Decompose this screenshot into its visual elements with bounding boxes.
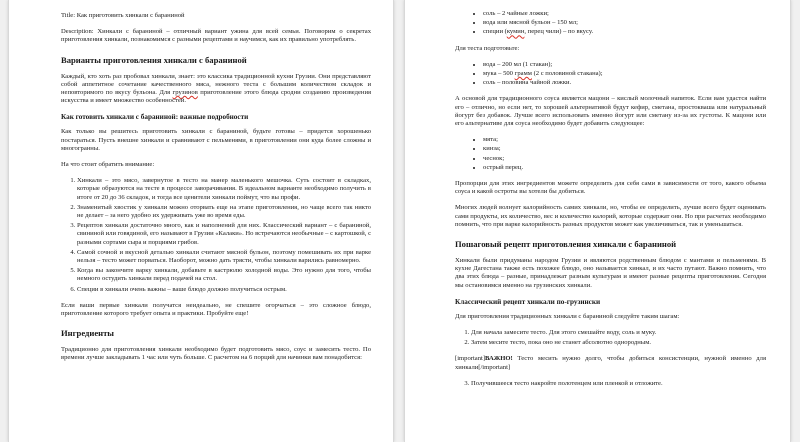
spellcheck-word[interactable]: грамм bbox=[514, 70, 532, 78]
list-item: • кинза; bbox=[483, 145, 766, 153]
steps-list-continued bbox=[455, 380, 766, 388]
meta-description: Description: Хинкали с бараниной – отличный вариант ужина для всей семьи. Поговорим о секретах приготовления хинкали, познакомимся с разными рецептами и научимся, как их правильно употреблять. bbox=[61, 28, 371, 44]
paragraph-calories: Многих людей волнует калорийность самих хинкали, но, чтобы ее определить, лучше всего будет оценивать сами продукты, их количество, вес и количество калорий, которые содержат они. Но при расчетах необходимо помнить, что при варке калорийность разных продуктов может как увеличиваться, так и уменьшаться. bbox=[455, 204, 766, 228]
list-item: 3. Рецептов хинкали достаточно много, как и наполнений для них. Классический вариант – с бараниной, свининой или говядиной, его называют в Грузии «Калаки». Но встречаются необычные – с картошкой, с разными сортами сыра и порциями грибов. bbox=[77, 222, 371, 247]
heading-how-to-cook: Как готовить хинкали с бараниной: важные подробности bbox=[61, 113, 249, 122]
list-item: 2. Знаменитый хвостик у хинкали можно оторвать еще на этапе приготовления, но чаще всего так никто не делает – за него удобно их удерживать уже во время еды. bbox=[77, 204, 371, 220]
filling-list bbox=[455, 10, 766, 37]
heading-classic-recipe: Классический рецепт хинкали по-грузински bbox=[455, 297, 601, 306]
paragraph-classic: Для приготовления традиционных хинкали с бараниной следуйте таким шагам: bbox=[455, 312, 680, 320]
list-item: • мята; bbox=[483, 136, 766, 144]
list-item: 1. Для начала замесите тесто. Для этого смешайте воду, соль и муку. bbox=[471, 329, 766, 337]
list-item: 4. Самой сочной и вкусной деталью хинкали считают мясной бульон, поэтому помешивать их при варке нельзя – тесто может порваться. Наоборот, можно дать трясти, чтобы хинкали варились равномерно. bbox=[77, 249, 371, 265]
paragraph-dough: Для теста подготовьте: bbox=[455, 44, 520, 52]
paragraph-sauce: А основой для традиционного соуса является мацони – кислый молочный напиток. Если вам удастся найти его – отлично, но если нет, то хорошей альтернативой будут кефир, сметана, простокваша или натуральный йогурт без добавок. Лучше всего использовать именно йогурт или сметану из-за их густоты. К мацони или его альтернативе для соуса необходимо будет добавить следующее: bbox=[455, 95, 766, 128]
tips-list bbox=[61, 177, 371, 294]
list-item: • острый перец. bbox=[483, 164, 766, 172]
list-item: 1. Хинкали – это мясо, завернутое в тесто на манер маленького мешочка. Суть состоит в складках, которые образуются на тесте в процессе заворачивания. В идеальном варианте необходимо получить в итоге от 20 до 36 складок, и тогда все ценители хинкали поймут, что вы профи. bbox=[77, 177, 371, 202]
document-page-left bbox=[8, 0, 394, 442]
paragraph-ingredients: Традиционно для приготовления хинкали необходимо будет подготовить мясо, соус и замесить тесто. По времени лучше закладывать 1 час или чуть больше. С расчетом на 6 порций для начинки вам понадобится: bbox=[61, 346, 371, 362]
paragraph-attention: На что стоит обратить внимание: bbox=[61, 161, 155, 169]
text-run: (2 с половиной стакана); bbox=[531, 70, 603, 78]
list-item: • соль – половина чайной ложки. bbox=[483, 79, 766, 87]
list-item bbox=[483, 70, 766, 78]
list-item bbox=[483, 28, 766, 36]
list-item: 6. Специи в хинкали очень важны – ваше блюдо должно получиться острым. bbox=[77, 286, 371, 294]
page-right-content bbox=[455, 8, 766, 396]
heading-ingredients: Ингредиенты bbox=[61, 328, 115, 339]
paragraph-first-try: Если ваши первые хинкали получатся неидеально, не спешите огорчаться – это сложное блюдо, приготовление которого требует опыта и практики. Пробуйте еще! bbox=[61, 301, 371, 318]
paragraph-proportions: Пропорции для этих ингредиентов можете определить для себя сами в зависимости от того, какого объема соуса и какой остроты вы хотели бы добиться. bbox=[455, 180, 766, 196]
list-item: • вода – 200 мл (1 стакан); bbox=[483, 61, 766, 69]
list-item: 5. Когда вы закончите варку хинкали, добавьте в кастрюлю холодной воды. Это нужно для того, чтобы немного остудить хинкали перед подачей на стол. bbox=[77, 267, 371, 283]
text-run: приготовление этого блюда сродни созданию произведения искусства и имеет множество особенностей. bbox=[61, 89, 372, 105]
text-run: Каждый, кто хоть раз пробовал хинкали, знает: это классика традиционной кухни Грузии. Они представляют собой аппетитное сочетание качественного мяса, нежного теста с большим количеством складок и неповторимого по вкусу бульона. Для bbox=[61, 72, 371, 97]
heading-variants: Варианты приготовления хинкали с бараниной bbox=[61, 54, 247, 65]
sauce-list bbox=[455, 136, 766, 172]
steps-list bbox=[455, 329, 766, 347]
dough-list bbox=[455, 61, 766, 88]
paragraph-variants bbox=[61, 73, 371, 106]
spellcheck-word[interactable]: грузинов bbox=[172, 89, 198, 97]
text-run: [important] bbox=[455, 355, 486, 363]
text-run: , перец чили) – по вкусу. bbox=[524, 28, 594, 36]
text-run: специи ( bbox=[483, 28, 507, 36]
document-page-right bbox=[404, 0, 791, 442]
important-label: ВАЖНО! bbox=[485, 355, 513, 363]
paragraph-origin: Хинкали были придуманы народом Грузии и являются родственным блюдом с мантами и пельменями. В кухне Дагестана также есть похожее блюдо, оно называется хинкал, и их часто путают. Важно помнить, что два этих блюда – разные, принадлежат разным культурам и имеют разные рецепты приготовления. Сегодня мы остановимся именно на грузинских хинкали. bbox=[455, 257, 766, 289]
page-left-content bbox=[61, 12, 371, 371]
paragraph-important bbox=[455, 355, 766, 371]
text-run: мука – 500 bbox=[483, 70, 515, 78]
list-item: 3. Получившееся тесто накройте полотенцем или пленкой и отложите. bbox=[471, 380, 766, 388]
list-item: • чеснок; bbox=[483, 155, 766, 163]
list-item: • соль – 2 чайные ложки; bbox=[483, 10, 766, 18]
paragraph-how-to-cook: Как только вы решитесь приготовить хинкали с бараниной, будьте готовы – придется хорошенько постараться. Пусть внешне хинкали и сравнивают с пельменями, в приготовлении они куда более сложны и многогранны. bbox=[61, 128, 371, 152]
spellcheck-word[interactable]: кумин bbox=[506, 28, 525, 36]
text-run: Тесто месить нужно долго, чтобы добиться консистенции, нужной именно для хинкали[/important] bbox=[455, 355, 766, 371]
meta-title: Title: Как приготовить хинкали с бараниной bbox=[61, 12, 185, 19]
heading-step-recipe: Пошаговый рецепт приготовления хинкали с бараниной bbox=[455, 239, 677, 250]
list-item: • вода или мясной бульон – 150 мл; bbox=[483, 19, 766, 27]
list-item: 2. Затем месите тесто, пока оно не станет абсолютно однородным. bbox=[471, 339, 766, 347]
